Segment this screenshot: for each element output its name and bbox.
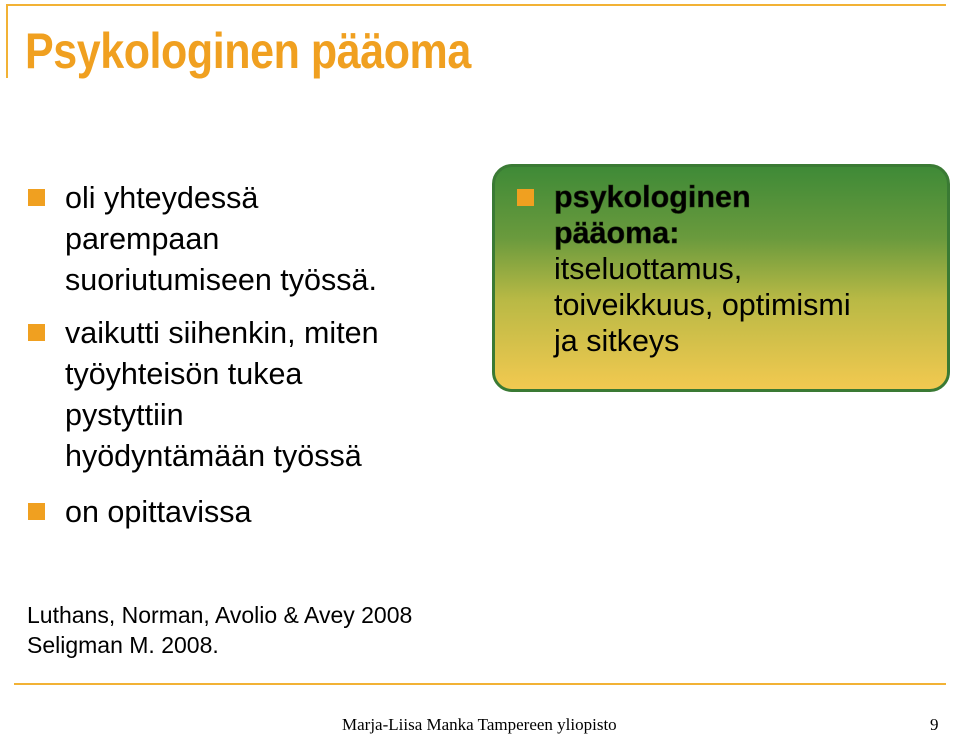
bullet-line: pystyttiin: [65, 398, 184, 432]
orange-square-bullet-icon: [28, 503, 45, 520]
bullet-item: [28, 178, 488, 301]
callout-text: [517, 179, 933, 359]
bullet-line: työyhteisön tukea: [65, 357, 303, 391]
callout-line: toiveikkuus, optimismi: [554, 288, 851, 322]
bullet-item: [28, 492, 488, 533]
bullet-line: hyödyntämään työssä: [65, 439, 362, 473]
bullet-line: on opittavissa: [65, 495, 252, 529]
page-number: 9: [930, 715, 939, 734]
callout-heading-line: psykologinen: [554, 180, 751, 214]
orange-square-bullet-icon: [28, 324, 45, 341]
reference-line: Luthans, Norman, Avolio & Avey 2008: [27, 602, 413, 628]
callout-line: ja sitkeys: [554, 324, 680, 358]
bullet-line: vaikutti siihenkin, miten: [65, 316, 379, 350]
frame-top-rule: [6, 4, 946, 6]
bullet-line: parempaan: [65, 222, 220, 256]
reference-line: Seligman M. 2008.: [27, 632, 219, 658]
references: [27, 600, 412, 660]
footer-text: Marja-Liisa Manka Tampereen yliopisto: [342, 715, 617, 734]
orange-square-bullet-icon: [517, 189, 534, 206]
bullet-list: [28, 178, 488, 533]
bullet-line: suoriutumiseen työssä.: [65, 263, 377, 297]
callout-heading-line: pääoma:: [554, 216, 680, 250]
bullet-item: [28, 313, 488, 477]
orange-square-bullet-icon: [28, 189, 45, 206]
frame-left-rule: [6, 4, 8, 78]
slide-title: Psykologinen pääoma: [25, 23, 471, 79]
footer-rule: [14, 683, 946, 685]
callout-line: itseluottamus,: [554, 252, 743, 286]
callout-box: [492, 164, 950, 392]
bullet-line: oli yhteydessä: [65, 181, 259, 215]
